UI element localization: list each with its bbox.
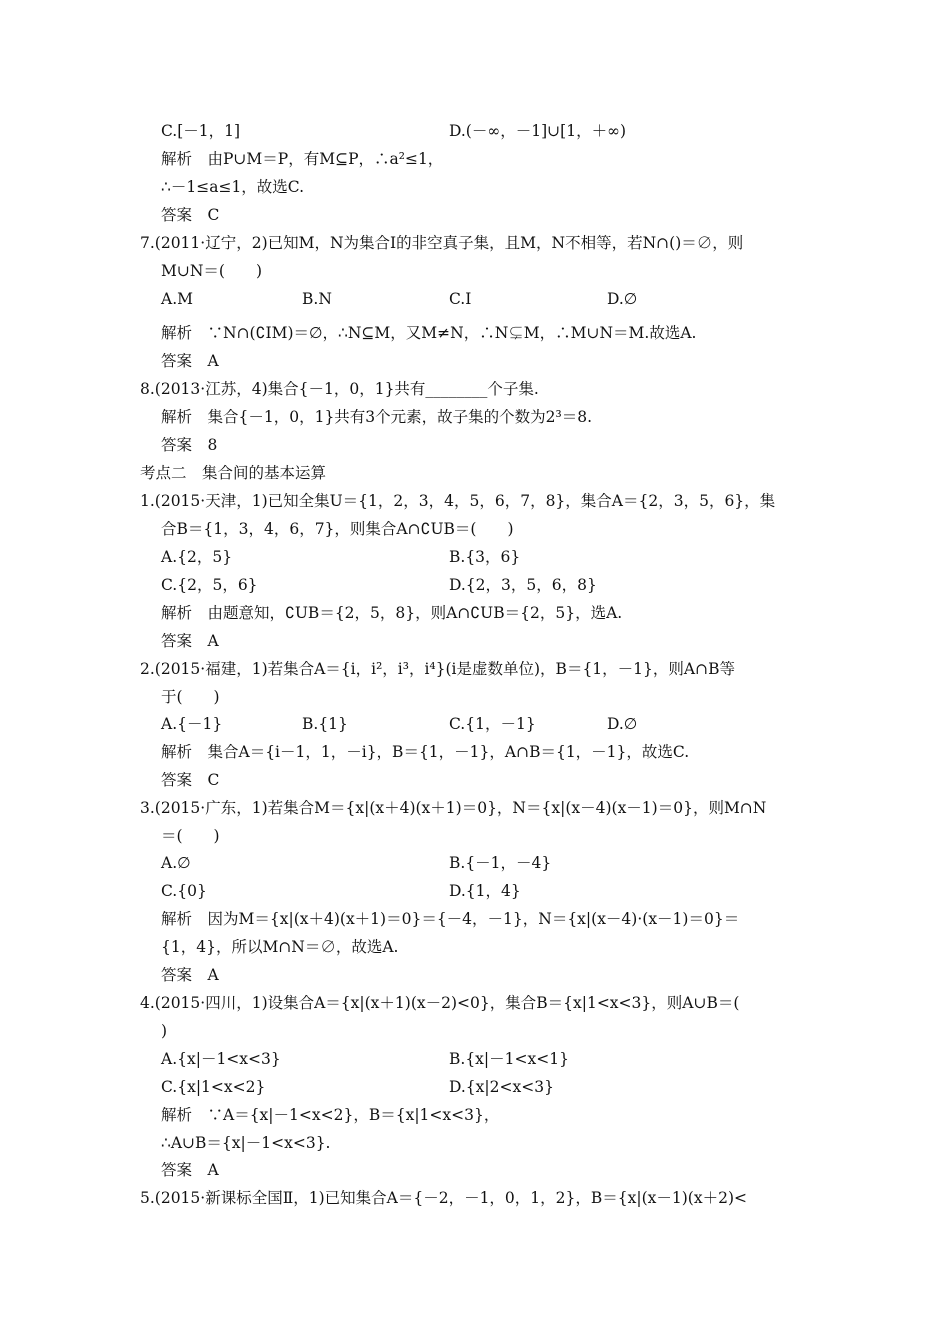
question-stem: 4.(2015·四川，1)设集合A＝{x|(x＋1)(x－2)<0}，集合B＝{x|1<x<3}，则A∪B＝( xyxy=(140,994,740,1012)
option-item: B.{1} xyxy=(302,715,348,733)
solution-line: 解析 由题意知，∁UB＝{2，5，8}，则A∩∁UB＝{2，5}，选A. xyxy=(161,604,623,622)
answer-line: 答案 C xyxy=(161,206,220,224)
solution-line: 解析 集合{－1，0，1}共有3个元素，故子集的个数为2³＝8. xyxy=(161,408,593,426)
question-stem: 2.(2015·福建，1)若集合A＝{i，i²，i³，i⁴}(i是虚数单位)，B＝{1，－1}，则A∩B等 xyxy=(140,660,735,678)
solution-line: 解析 因为M＝{x|(x＋4)(x＋1)＝0}＝{－4，－1}，N＝{x|(x－4)·(x－1)＝0}＝ xyxy=(161,910,740,928)
answer-line: 答案 A xyxy=(161,966,219,984)
answer-line: 答案 A xyxy=(161,352,219,370)
text-line: ＝( ) xyxy=(161,827,220,845)
text-line: ∴A∪B＝{x|－1<x<3}. xyxy=(161,1134,331,1152)
text-line: ∴－1≤a≤1，故选C. xyxy=(161,178,305,196)
option-item: A.{－1} xyxy=(161,715,223,733)
option-item: A.∅ xyxy=(161,854,191,872)
answer-line: 答案 C xyxy=(161,771,220,789)
option-item: B.{3，6} xyxy=(449,548,521,566)
solution-line: 解析 ∵N∩(∁IM)＝∅，∴N⊆M，又M≠N，∴N⊊M，∴M∪N＝M.故选A. xyxy=(161,324,697,342)
text-line: ) xyxy=(161,1022,168,1040)
question-stem: 1.(2015·天津，1)已知全集U＝{1，2，3，4，5，6，7，8}，集合A＝{2，3，5，6}，集 xyxy=(140,492,776,510)
option-item: B.{x|－1<x<1} xyxy=(449,1050,569,1068)
option-item: A.{x|－1<x<3} xyxy=(161,1050,281,1068)
question-stem: 8.(2013·江苏，4)集合{－1，0，1}共有________个子集. xyxy=(140,380,539,398)
option-item: C.{1，－1} xyxy=(449,715,536,733)
option-item: A.M xyxy=(161,290,193,308)
text-line: 于( ) xyxy=(161,688,220,706)
solution-line: 解析 集合A＝{i－1，1，－i}，B＝{1，－1}，A∩B＝{1，－1}，故选C. xyxy=(161,743,690,761)
answer-line: 答案 A xyxy=(161,632,219,650)
question-stem: 5.(2015·新课标全国Ⅱ，1)已知集合A＝{－2，－1，0，1，2}，B＝{x|(x－1)(x＋2)< xyxy=(140,1189,747,1207)
option-item: C.{x|1<x<2} xyxy=(161,1078,266,1096)
solution-line: 解析 ∵A＝{x|－1<x<2}，B＝{x|1<x<3}， xyxy=(161,1106,500,1124)
option-item: B.N xyxy=(302,290,332,308)
option-item: A.{2，5} xyxy=(161,548,233,566)
text-line: 合B＝{1，3，4，6，7}，则集合A∩∁UB＝( ) xyxy=(161,520,514,538)
option-item: D.{1，4} xyxy=(449,882,521,900)
option-item: D.∅ xyxy=(607,715,638,733)
answer-line: 答案 8 xyxy=(161,436,218,454)
option-item: D.∅ xyxy=(607,290,638,308)
section-heading: 考点二 集合间的基本运算 xyxy=(140,464,327,482)
option-item: C.{2，5，6} xyxy=(161,576,258,594)
option-item: D.{x|2<x<3} xyxy=(449,1078,554,1096)
text-line: M∪N＝( ) xyxy=(161,262,263,280)
answer-line: 答案 A xyxy=(161,1161,219,1179)
option-item: D.(－∞，－1]∪[1，＋∞) xyxy=(449,122,627,140)
option-item: D.{2，3，5，6，8} xyxy=(449,576,597,594)
option-item: C.[－1，1] xyxy=(161,122,241,140)
question-stem: 3.(2015·广东，1)若集合M＝{x|(x＋4)(x＋1)＝0}，N＝{x|(x－4)(x－1)＝0}，则M∩N xyxy=(140,799,767,817)
option-item: C.{0} xyxy=(161,882,207,900)
text-line: {1，4}，所以M∩N＝∅，故选A. xyxy=(161,938,399,956)
option-item: B.{－1，－4} xyxy=(449,854,552,872)
solution-line: 解析 由P∪M＝P，有M⊆P，∴a²≤1， xyxy=(161,150,444,168)
question-stem: 7.(2011·辽宁，2)已知M，N为集合I的非空真子集，且M，N不相等，若N∩()＝∅，则 xyxy=(140,234,744,252)
option-item: C.I xyxy=(449,290,472,308)
